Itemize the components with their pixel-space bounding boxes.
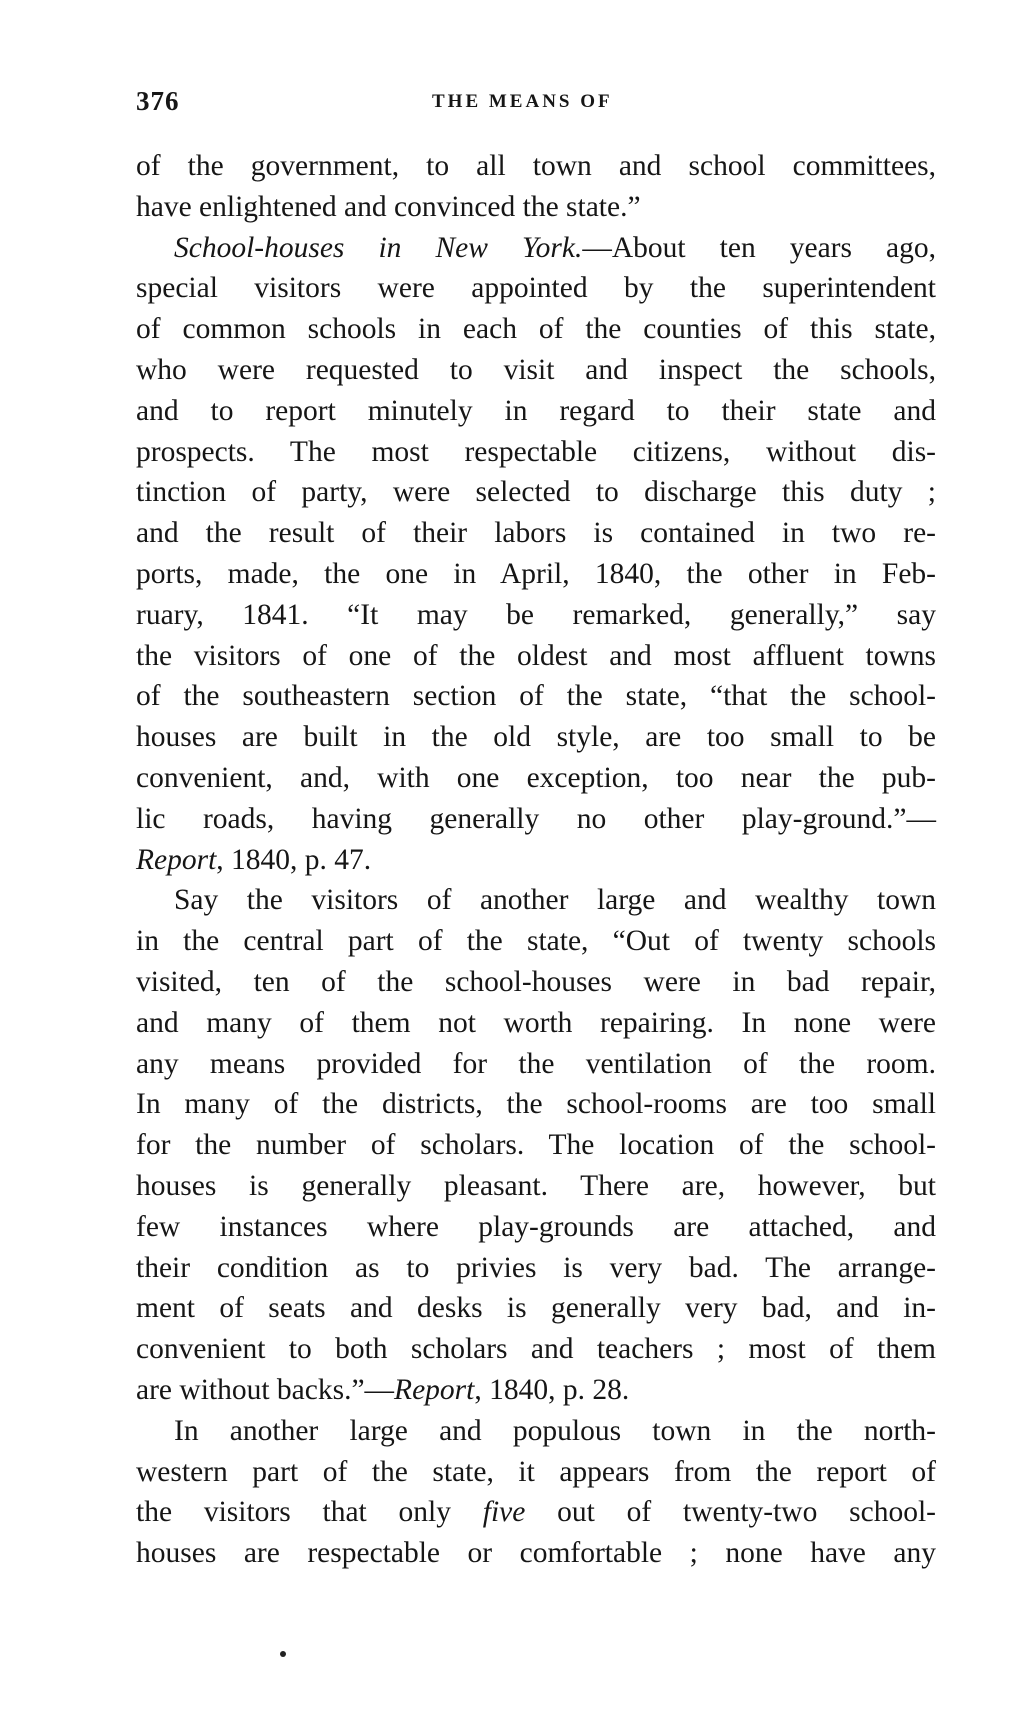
text-line: their condition as to privies is very bad. The arrange-	[136, 1251, 936, 1284]
text-line: who were requested to visit and inspect the schools,	[136, 353, 936, 386]
text-line: in the central part of the state, “Out of twenty schools	[136, 925, 936, 958]
text-line: of common schools in each of the counties of this state,	[136, 313, 936, 346]
paragraph-start-line: In another large and populous town in the north-	[174, 1414, 936, 1447]
text-line: are without backs.”—Report, 1840, p. 28.	[136, 1373, 630, 1406]
text-line: for the number of scholars. The location of the school-	[136, 1129, 936, 1162]
text-line: the visitors of one of the oldest and most affluent towns	[136, 639, 936, 672]
text-line: special visitors were appointed by the superintendent	[136, 272, 936, 305]
text-line: ruary, 1841. “It may be remarked, generally,” say	[136, 598, 936, 631]
body-text	[136, 146, 936, 1574]
text-line: convenient, and, with one exception, too near the pub-	[136, 761, 936, 794]
text-line: and many of them not worth repairing. In none were	[136, 1006, 936, 1039]
text-line: and to report minutely in regard to their state and	[136, 394, 936, 427]
text-line: ports, made, the one in April, 1840, the other in Feb-	[136, 557, 936, 590]
text-line: visited, ten of the school-houses were in bad repair,	[136, 965, 936, 998]
text-line: any means provided for the ventilation of the room.	[136, 1047, 936, 1080]
page-number: 376	[136, 86, 180, 116]
text-line: western part of the state, it appears from the report of	[136, 1455, 936, 1488]
text-line: In many of the districts, the school-rooms are too small	[136, 1088, 936, 1121]
paragraph-start-line: School-houses in New York.—About ten years ago,	[174, 231, 936, 264]
text-line: prospects. The most respectable citizens, without dis-	[136, 435, 936, 468]
text-line: convenient to both scholars and teachers ; most of them	[136, 1333, 936, 1366]
text-line: lic roads, having generally no other play-ground.”—	[136, 802, 936, 835]
text-line: tinction of party, were selected to discharge this duty ;	[136, 476, 936, 509]
text-line: have enlightened and convinced the state.”	[136, 190, 641, 223]
text-line: of the government, to all town and school committees,	[136, 150, 936, 182]
paragraph-start-line: Say the visitors of another large and wealthy town	[174, 884, 936, 917]
text-line: houses is generally pleasant. There are, however, but	[136, 1169, 936, 1202]
text-line: and the result of their labors is contained in two re-	[136, 517, 936, 550]
text-line: houses are built in the old style, are too small to be	[136, 721, 936, 754]
page-header	[136, 86, 936, 126]
running-head: THE MEANS OF	[432, 91, 613, 112]
text-line: ment of seats and desks is generally very bad, and in-	[136, 1292, 936, 1325]
text-line: the visitors that only five out of twenty-two school-	[136, 1496, 936, 1529]
text-line: houses are respectable or comfortable ; none have any	[136, 1537, 936, 1570]
ink-speck	[280, 1651, 286, 1657]
text-line: few instances where play-grounds are attached, and	[136, 1210, 936, 1243]
text-line: of the southeastern section of the state, “that the school-	[136, 680, 936, 713]
text-line: Report, 1840, p. 47.	[136, 843, 372, 876]
